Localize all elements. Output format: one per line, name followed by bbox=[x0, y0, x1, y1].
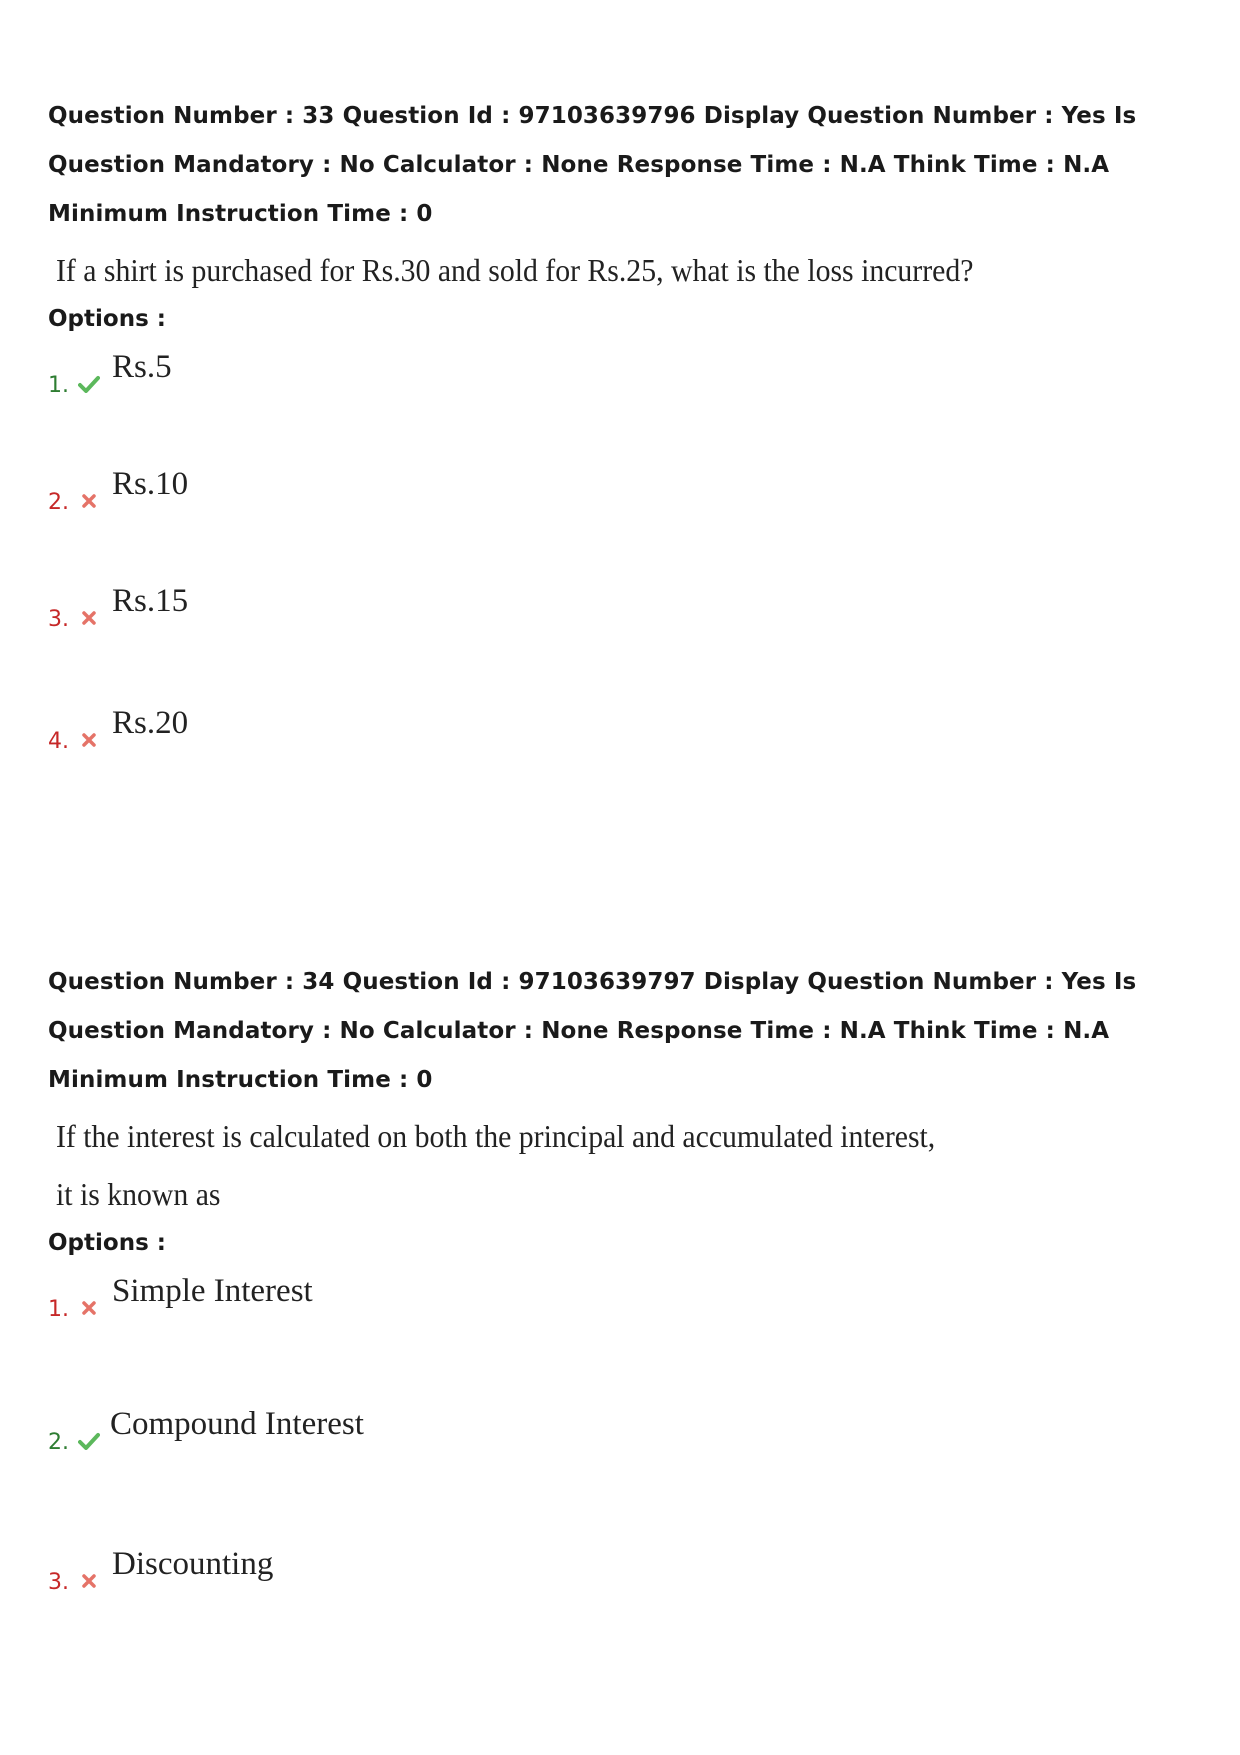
option-2 bbox=[48, 1402, 1208, 1542]
option-text: Rs.5 bbox=[112, 349, 172, 385]
question-text-line-2: it is known as bbox=[56, 1176, 221, 1212]
option-text: Rs.10 bbox=[112, 466, 189, 502]
cross-icon bbox=[76, 1568, 102, 1594]
question-block-34 bbox=[48, 958, 1208, 1602]
option-number: 1. bbox=[48, 1297, 69, 1322]
option-text: Compound Interest bbox=[110, 1406, 364, 1442]
cross-icon bbox=[76, 727, 102, 753]
options-label: Options : bbox=[48, 306, 166, 332]
option-4 bbox=[48, 701, 1208, 761]
option-number: 2. bbox=[48, 1430, 69, 1455]
check-icon bbox=[76, 1428, 102, 1454]
check-icon bbox=[76, 371, 102, 397]
cross-icon bbox=[76, 1295, 102, 1321]
option-3 bbox=[48, 579, 1208, 701]
option-2 bbox=[48, 462, 1208, 579]
option-text: Simple Interest bbox=[112, 1273, 313, 1309]
option-1 bbox=[48, 345, 1208, 462]
option-number: 3. bbox=[48, 607, 69, 632]
option-number: 1. bbox=[48, 373, 69, 398]
question-meta: Question Number : 34 Question Id : 97103639797 Display Question Number : Yes Is Question Mandatory : No Calculator : None Response Time : N.A Think Time : N.A Minimum Instruction Time : 0 bbox=[48, 969, 1137, 1093]
option-number: 4. bbox=[48, 729, 69, 754]
question-meta: Question Number : 33 Question Id : 97103639796 Display Question Number : Yes Is Question Mandatory : No Calculator : None Response Time : N.A Think Time : N.A Minimum Instruction Time : 0 bbox=[48, 103, 1137, 227]
question-text: If a shirt is purchased for Rs.30 and sold for Rs.25, what is the loss incurred? bbox=[56, 252, 974, 288]
option-3 bbox=[48, 1542, 1208, 1602]
option-number: 3. bbox=[48, 1570, 69, 1595]
option-1 bbox=[48, 1269, 1208, 1402]
question-block-33 bbox=[48, 92, 1208, 761]
option-text: Rs.20 bbox=[112, 705, 189, 741]
cross-icon bbox=[76, 488, 102, 514]
options-label: Options : bbox=[48, 1230, 166, 1256]
cross-icon bbox=[76, 605, 102, 631]
option-text: Discounting bbox=[112, 1546, 274, 1582]
question-text-line-1: If the interest is calculated on both the principal and accumulated interest, bbox=[56, 1118, 936, 1154]
option-number: 2. bbox=[48, 490, 69, 515]
option-text: Rs.15 bbox=[112, 583, 189, 619]
